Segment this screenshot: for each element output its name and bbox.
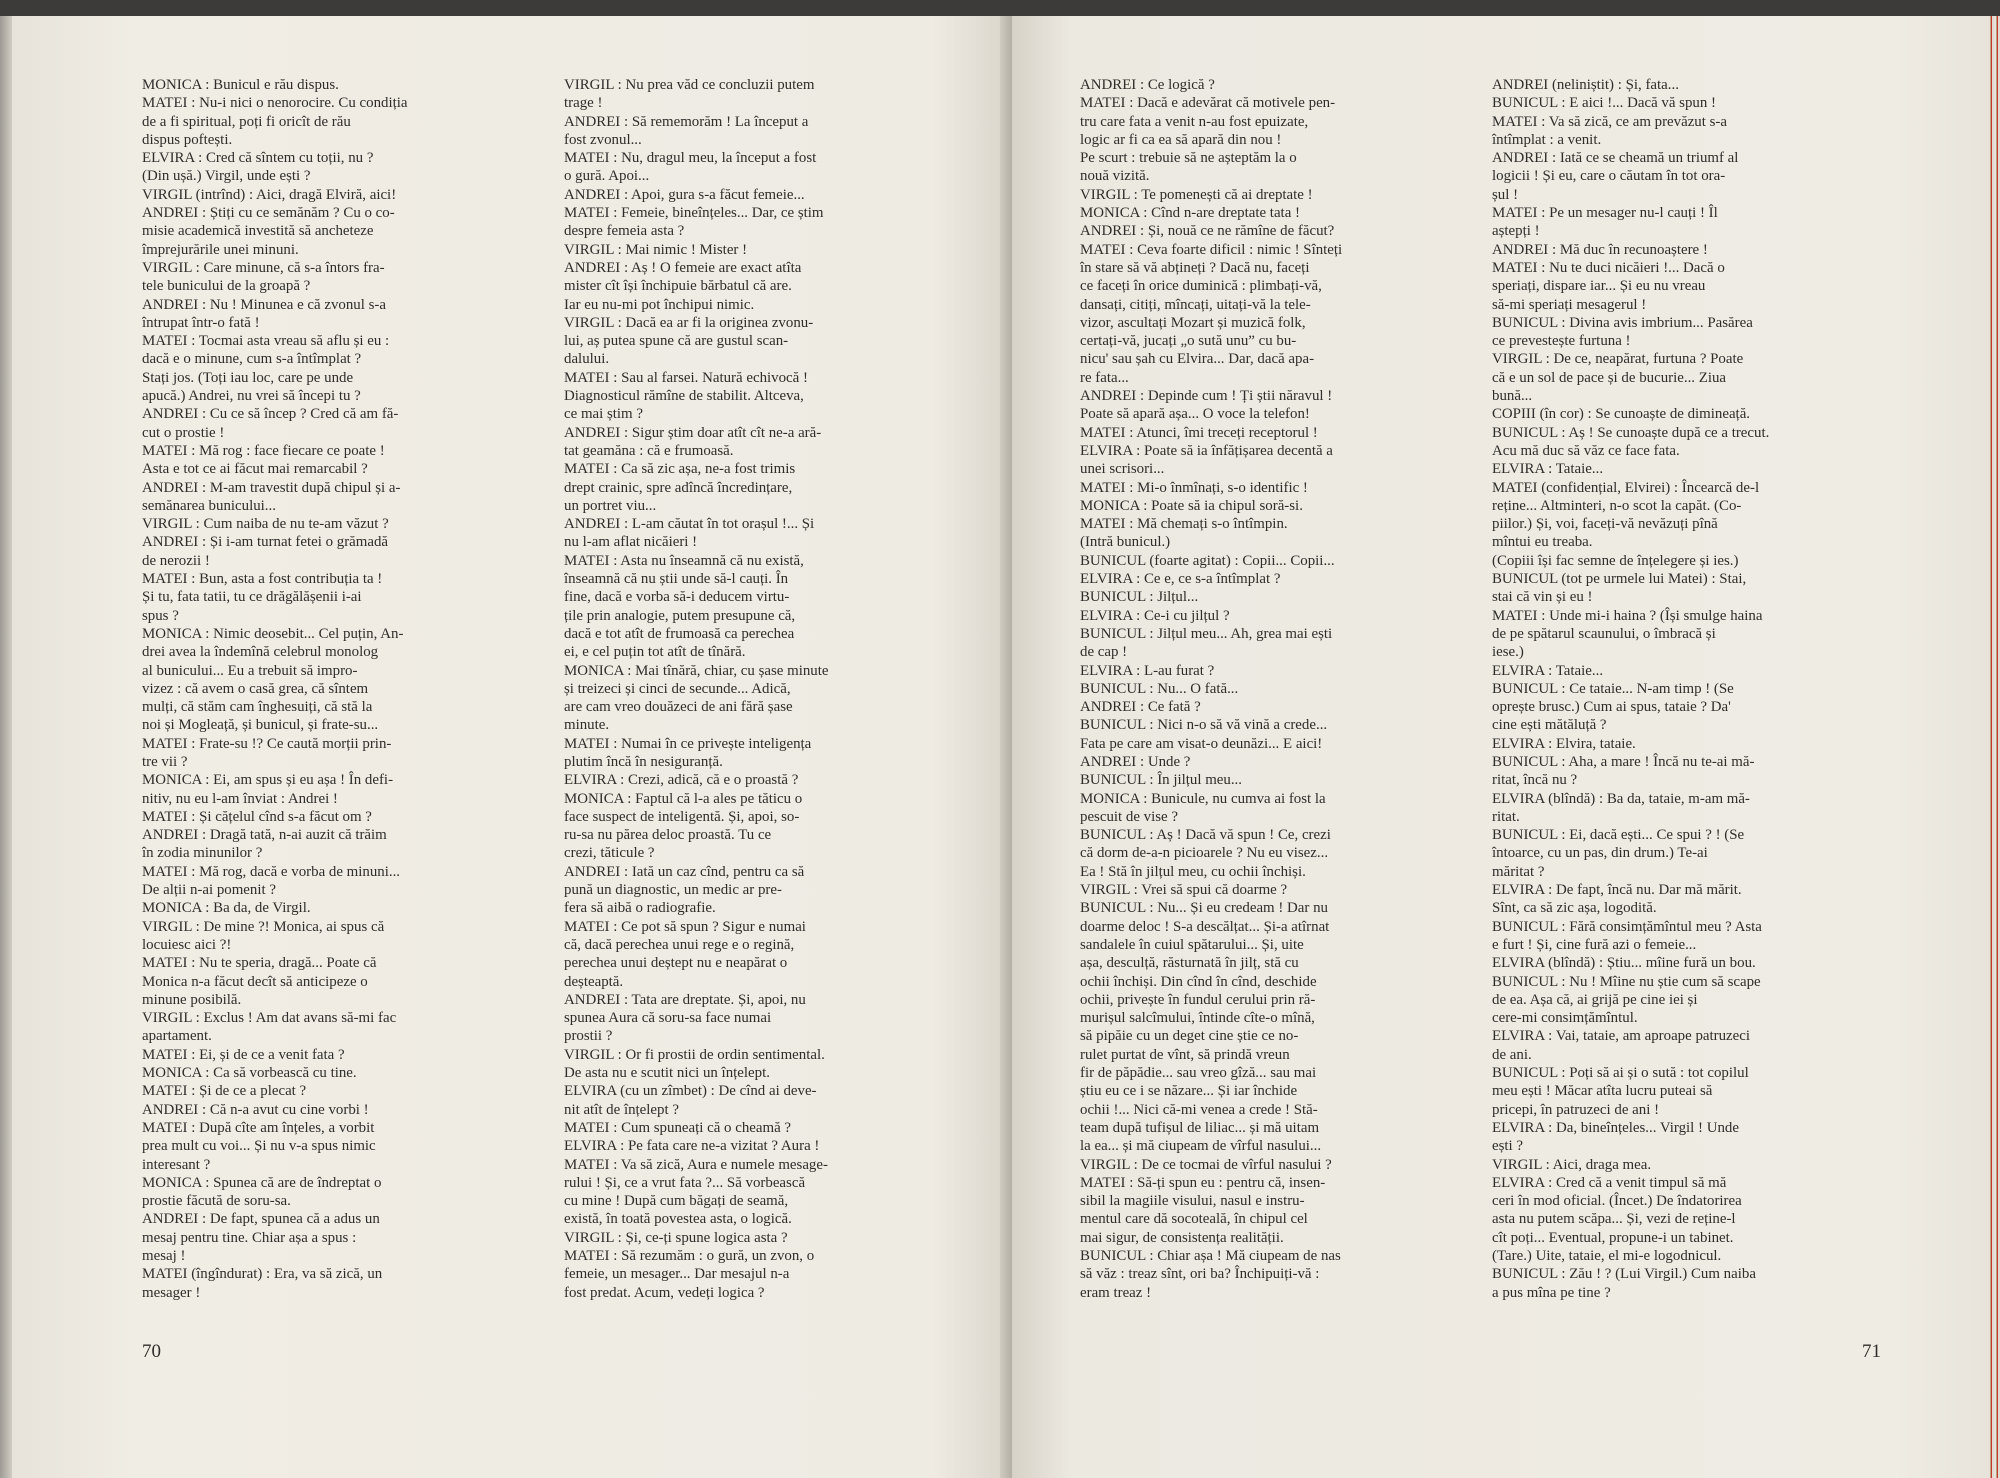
left-page: [12, 16, 1012, 1478]
text-line: ANDREI : Știți cu ce semănăm ? Cu o co-: [142, 205, 395, 222]
text-line: un portret viu...: [564, 497, 657, 514]
text-line: BUNICUL : Nu... O fată...: [1080, 680, 1239, 697]
text-line: ANDREI : Iată ce se cheamă un triumf al: [1492, 150, 1739, 167]
text-line: mai sigur, de consistența realității.: [1080, 1229, 1284, 1246]
text-line: VIRGIL : De ce tocmai de vîrful nasului ?: [1080, 1156, 1332, 1173]
text-line: că e un sol de pace și de bucurie... Ziua: [1492, 369, 1727, 386]
text-line: MONICA : Nimic deosebit... Cel puțin, An-: [142, 625, 404, 642]
text-line: ANDREI : Aș ! O femeie are exact atîta: [564, 259, 802, 276]
text-line: MATEI : Pe un mesager nu-l cauți ! Îl: [1492, 205, 1718, 222]
text-line: BUNICUL : Nu... Și eu credeam ! Dar nu: [1080, 900, 1328, 917]
text-line: MONICA : Faptul că l-a ales pe tăticu o: [564, 790, 803, 807]
text-line: înseamnă că nu știi unde să-l cauți. În: [564, 571, 789, 588]
text-line: dacă e tot atît de frumoasă ca perechea: [564, 625, 795, 642]
text-line: MATEI : Va să zică, Aura e numele mesage-: [564, 1156, 828, 1173]
text-line: MATEI : Bun, asta a fost contribuția ta !: [142, 571, 383, 588]
text-line: ochii, privește în fundul cerului prin ră-: [1080, 991, 1316, 1008]
text-line: noi și Mogleață, și bunicul, și frate-su...: [142, 717, 379, 734]
text-line: iese.): [1492, 644, 1524, 661]
text-line: VIRGIL : Mai nimic ! Mister !: [564, 241, 748, 258]
text-line: ELVIRA : Tataie...: [1492, 461, 1604, 478]
text-line: misie academică investită să ancheteze: [142, 223, 374, 240]
text-line: nouă vizită.: [1080, 168, 1150, 185]
text-line: VIRGIL : Care minune, că s-a întors fra-: [142, 259, 385, 276]
text-line: aștepți !: [1492, 223, 1540, 240]
text-line: ru-sa nu părea deloc proastă. Tu ce: [564, 827, 772, 844]
text-line: există, în toată povestea asta, o logică.: [564, 1211, 792, 1228]
text-line: MATEI : Să-ți spun eu : pentru că, insen-: [1080, 1174, 1326, 1191]
text-line: mîntui eu treaba.: [1492, 534, 1593, 551]
text-line: plutim încă în nesiguranță.: [564, 753, 723, 770]
text-line: MONICA : Poate să ia chipul soră-si.: [1080, 497, 1303, 514]
text-line: interesant ?: [142, 1156, 211, 1173]
text-line: ANDREI : Nu ! Minunea e că zvonul s-a: [142, 296, 386, 313]
text-line: Pe scurt : trebuie să ne așteptăm la o: [1080, 150, 1297, 167]
text-line: BUNICUL : Chiar așa ! Mă ciupeam de nas: [1080, 1248, 1341, 1264]
text-line: certați-vă, jucați „o sută unu” cu bu-: [1080, 333, 1297, 350]
text-line: VIRGIL : Exclus ! Am dat avans să-mi fac: [142, 1010, 397, 1027]
text-line: de ea. Așa că, ai grijă pe cine iei și: [1492, 991, 1698, 1008]
text-line: tat geamăna : că e frumoasă.: [564, 442, 734, 459]
text-line: ANDREI : Să rememorăm ! La început a: [564, 113, 809, 130]
text-line: MONICA : Ei, am spus și eu așa ! În defi-: [142, 772, 394, 789]
text-line: dispus poftești.: [142, 131, 233, 148]
left-page-column-2: [564, 76, 956, 1302]
text-line: ELVIRA : Pe fata care ne-a vizitat ? Aura !: [564, 1138, 820, 1155]
text-line: bună...: [1492, 388, 1533, 405]
text-line: ANDREI : Iată un caz cînd, pentru ca să: [564, 863, 805, 880]
text-line: pricepi, în patruzeci de ani !: [1492, 1101, 1660, 1118]
page-block-edge: [1988, 16, 2000, 1478]
text-line: VIRGIL : Cum naiba de nu te-am văzut ?: [142, 516, 389, 533]
text-line: ANDREI : De fapt, spunea că a adus un: [142, 1211, 380, 1228]
text-line: în zodia minunilor ?: [142, 845, 263, 862]
text-line: MATEI : Tocmai asta vreau să aflu și eu :: [142, 333, 390, 350]
text-line: de a fi spiritual, poți fi oricît de rău: [142, 113, 351, 130]
text-line: măritat ?: [1492, 863, 1545, 880]
text-line: ANDREI : L-am căutat în tot orașul !... Și: [564, 516, 815, 533]
text-line: BUNICUL (foarte agitat) : Copii... Copii...: [1080, 552, 1335, 569]
text-line: BUNICUL : Ce tataie... N-am timp ! (Se: [1492, 680, 1734, 697]
text-line: locuiesc aici ?!: [142, 936, 232, 953]
text-line: VIRGIL : Aici, draga mea.: [1492, 1156, 1652, 1173]
text-line: MONICA : Mai tînără, chiar, cu șase minute: [564, 662, 829, 679]
text-line: ELVIRA : Da, bineînțeles... Virgil ! Unde: [1492, 1119, 1739, 1136]
text-line: MONICA : Ca să vorbească cu tine.: [142, 1065, 357, 1082]
text-line: fera să aibă o radiografie.: [564, 900, 716, 917]
text-line: ANDREI : Tata are dreptate. Și, apoi, nu: [564, 991, 806, 1008]
text-line: ritat.: [1492, 808, 1520, 825]
text-line: Poate să apară așa... O voce la telefon!: [1080, 406, 1310, 423]
text-line: ANDREI : Și, nouă ce ne rămîne de făcut?: [1080, 223, 1335, 240]
text-line: ce mai știm ?: [564, 406, 643, 423]
text-line: spus ?: [142, 607, 179, 624]
text-line: lui, aș putea spune că are gustul scan-: [564, 333, 789, 350]
text-line: femeie, un mesager... Dar mesajul n-a: [564, 1266, 790, 1283]
text-line: De asta nu e scutit nici un înțelept.: [564, 1065, 770, 1082]
text-line: MATEI : Unde mi-i haina ? (Își smulge haina: [1492, 607, 1763, 624]
text-line: VIRGIL (intrînd) : Aici, dragă Elviră, aici!: [142, 186, 397, 203]
text-line: de nerozii !: [142, 552, 210, 569]
text-line: VIRGIL : Te pomenești că ai dreptate !: [1080, 186, 1313, 203]
text-line: BUNICUL : Ei, dacă ești... Ce spui ? ! (Se: [1492, 827, 1745, 844]
text-line: BUNICUL : Jilțul...: [1080, 589, 1199, 606]
text-line: ELVIRA (cu un zîmbet) : De cînd ai deve-: [564, 1083, 817, 1100]
text-line: vizor, ascultați Mozart și muzică folk,: [1080, 314, 1306, 331]
text-line: (Intră bunicul.): [1080, 534, 1171, 551]
text-line: e furt ! Și, cine fură azi o femeie...: [1492, 936, 1697, 953]
text-line: VIRGIL : De mine ?! Monica, ai spus că: [142, 918, 385, 935]
text-line: ELVIRA : Cred că a venit timpul să mă: [1492, 1174, 1727, 1191]
text-line: ceri în mod oficial. (Încet.) De îndatorirea: [1492, 1193, 1742, 1210]
text-line: ELVIRA : Tataie...: [1492, 662, 1604, 679]
text-line: VIRGIL : Or fi prostii de ordin sentimental.: [564, 1046, 825, 1063]
text-line: MATEI : Și cățelul cînd s-a făcut om ?: [142, 808, 372, 825]
text-line: MONICA : Spunea că are de îndreptat o: [142, 1174, 382, 1191]
text-line: doarme deloc ! S-a descălțat... Și-a atîrnat: [1080, 918, 1330, 935]
text-line: MATEI : Frate-su !? Ce caută morții prin-: [142, 735, 392, 752]
text-line: Stați jos. (Toți iau loc, care pe unde: [142, 369, 354, 386]
text-line: ANDREI : Ce logică ?: [1080, 77, 1215, 93]
text-line: tele bunicului de la groapă ?: [142, 278, 311, 295]
text-line: pescuit de vise ?: [1080, 808, 1178, 825]
text-line: MATEI : Femeie, bineînțeles... Dar, ce știm: [564, 205, 824, 222]
text-line: întrupat într-o fată !: [142, 314, 260, 331]
text-line: (Tare.) Uite, tataie, el mi-e logodnicul.: [1492, 1248, 1722, 1264]
text-line: murișul salcîmului, întinde cîte-o mînă,: [1080, 1010, 1315, 1027]
text-line: Acu mă duc să văz ce face fata.: [1492, 442, 1680, 459]
text-line: MATEI : Ce pot să spun ? Sigur e numai: [564, 918, 806, 935]
text-line: dalului.: [564, 351, 610, 368]
text-line: logic ar fi ca ea să apară din nou !: [1080, 131, 1282, 148]
text-line: prostii ?: [564, 1028, 613, 1045]
text-line: BUNICUL : Fără consimțămîntul meu ? Asta: [1492, 918, 1762, 935]
text-line: ochii închiși. Din cînd în cînd, deschide: [1080, 973, 1317, 990]
text-line: cut o prostie !: [142, 424, 225, 441]
text-line: logicii ! Și eu, care o căutam în tot ora-: [1492, 168, 1726, 185]
text-line: dacă e o minune, cum s-a întîmplat ?: [142, 351, 362, 368]
text-line: ANDREI : Cu ce să încep ? Cred că am fă-: [142, 406, 399, 423]
text-line: nit atît de înțelept ?: [564, 1101, 679, 1118]
text-line: Iar eu nu-mi pot închipui nimic.: [564, 296, 755, 313]
text-line: nu l-am aflat nicăieri !: [564, 534, 698, 551]
text-line: să pipăie cu un deget cine știe ce no-: [1080, 1028, 1299, 1045]
text-line: MATEI : Atunci, îmi treceți receptorul !: [1080, 424, 1318, 441]
text-line: al bunicului... Eu a trebuit să impro-: [142, 662, 358, 679]
text-line: prostie făcută de soru-sa.: [142, 1193, 291, 1210]
text-line: împrejurările unei minuni.: [142, 241, 299, 258]
text-line: și treizeci și cinci de secunde... Adică,: [564, 680, 791, 697]
text-line: drei avea la îndemînă celebrul monolog: [142, 644, 379, 661]
text-line: fost predat. Acum, vedeți logica ?: [564, 1284, 765, 1301]
text-line: întoarce, cu un pas, din drum.) Te-ai: [1492, 845, 1708, 862]
text-line: ei, e cel puțin tot atît de tînără.: [564, 644, 746, 661]
text-line: Și tu, fata tatii, tu ce drăgălășenii i-ai: [142, 589, 362, 606]
text-line: prea mult cu voi... Și nu v-a spus nimic: [142, 1138, 376, 1155]
text-line: MATEI : Mă chemați s-o întîmpin.: [1080, 516, 1288, 533]
text-line: cu mine ! După cum băgați de seamă,: [564, 1193, 789, 1210]
text-line: ELVIRA : Crezi, adică, că e o proastă ?: [564, 772, 799, 789]
text-line: stai că vin și eu !: [1492, 589, 1593, 606]
text-line: BUNICUL : Nici n-o să vă vină a crede...: [1080, 717, 1328, 734]
text-line: MATEI : Nu te duci nicăieri !... Dacă o: [1492, 259, 1725, 276]
text-line: sandalele în cuiul spătarului... Și, uite: [1080, 936, 1304, 953]
text-line: VIRGIL : Vrei să spui că doarme ?: [1080, 882, 1288, 899]
text-line: BUNICUL : Aha, a mare ! Încă nu te-ai mă-: [1492, 753, 1755, 770]
text-line: crezi, tăticule ?: [564, 845, 655, 862]
text-line: BUNICUL : Divina avis imbrium... Pasărea: [1492, 314, 1753, 331]
text-line: ANDREI : Sigur știm doar atît cît ne-a ară-: [564, 424, 822, 441]
text-line: ELVIRA : Elvira, tataie.: [1492, 735, 1636, 752]
text-line: VIRGIL : Și, ce-ți spune logica asta ?: [564, 1229, 788, 1246]
text-line: ANDREI : Că n-a avut cu cine vorbi !: [142, 1101, 369, 1118]
left-page-column-1: [142, 76, 534, 1302]
text-line: MATEI : Ei, și de ce a venit fata ?: [142, 1046, 345, 1063]
text-line: ce faceți în orice duminică : plimbați-vă,: [1080, 278, 1322, 295]
text-line: țile prin analogie, putem presupune că,: [564, 607, 796, 624]
text-line: apucă.) Andrei, nu vrei să începi tu ?: [142, 388, 361, 405]
text-line: spunea Aura că soru-sa face numai: [564, 1010, 772, 1027]
text-line: o gură. Apoi...: [564, 168, 650, 185]
text-line: ELVIRA : L-au furat ?: [1080, 662, 1215, 679]
text-line: Fata pe care am visat-o deunăzi... E aici!: [1080, 735, 1323, 752]
text-line: reține... Altminteri, n-o scot la capăt. (Co-: [1492, 497, 1742, 514]
text-line: drept crainic, spre adîncă încredințare,: [564, 479, 793, 496]
text-line: MONICA : Bunicul e rău dispus.: [142, 77, 339, 93]
text-line: semănarea bunicului...: [142, 497, 276, 514]
text-line: MATEI : Asta nu înseamnă că nu există,: [564, 552, 804, 569]
text-line: BUNICUL : Aș ! Se cunoaște după ce a trecut.: [1492, 424, 1770, 441]
text-line: BUNICUL : În jilțul meu...: [1080, 772, 1242, 789]
text-line: ANDREI (neliniștit) : Și, fata...: [1492, 77, 1679, 93]
text-line: team după tufișul de liliac... și mă uitam: [1080, 1119, 1320, 1136]
text-line: (Din ușă.) Virgil, unde ești ?: [142, 168, 311, 185]
text-line: MONICA : Ba da, de Virgil.: [142, 900, 311, 917]
text-line: MATEI : Ca să zic așa, ne-a fost trimis: [564, 461, 796, 478]
text-line: MATEI : Nu, dragul meu, la început a fost: [564, 150, 817, 167]
text-line: (Copiii își fac semne de înțelegere și ies.): [1492, 552, 1739, 569]
text-line: mesaj !: [142, 1248, 186, 1264]
text-line: deșteaptă.: [564, 973, 624, 990]
text-line: fir de păpădie... sau vreo gîză... sau mai: [1080, 1065, 1317, 1082]
text-line: VIRGIL : De ce, neapărat, furtuna ? Poate: [1492, 351, 1744, 368]
text-line: Diagnosticul rămîne de stabilit. Altceva,: [564, 388, 804, 405]
text-line: MONICA : Cînd n-are dreptate tata !: [1080, 205, 1300, 222]
text-line: apartament.: [142, 1028, 212, 1045]
text-line: MATEI : Va să zică, ce am prevăzut s-a: [1492, 113, 1727, 130]
text-line: ELVIRA : Cred că sîntem cu toții, nu ?: [142, 150, 374, 167]
text-line: oprește brusc.) Cum ai spus, tataie ? Da': [1492, 699, 1731, 716]
right-page-column-2: [1492, 76, 1884, 1302]
text-line: mister cît își închipuie bărbatul că are.: [564, 278, 792, 295]
text-line: ANDREI : Unde ?: [1080, 753, 1191, 770]
text-line: cît poți... Eventual, propune-i un tabinet.: [1492, 1229, 1734, 1246]
text-line: de cap !: [1080, 644, 1128, 661]
text-line: trage !: [564, 95, 603, 112]
text-line: ELVIRA : Ce e, ce s-a întîmplat ?: [1080, 571, 1281, 588]
text-line: ANDREI : Ce fată ?: [1080, 699, 1201, 716]
text-line: Monica n-a făcut decît să anticipeze o: [142, 973, 368, 990]
text-line: nicu' sau șah cu Elvira... Dar, dacă apa-: [1080, 351, 1315, 368]
text-line: de ani.: [1492, 1046, 1532, 1063]
text-line: să-mi speriați mesagerul !: [1492, 296, 1647, 313]
text-line: re fata...: [1080, 369, 1129, 386]
text-line: minute.: [564, 717, 610, 734]
text-line: cine ești mătăluță ?: [1492, 717, 1607, 734]
text-line: ANDREI : Dragă tată, n-ai auzit că trăim: [142, 827, 387, 844]
text-line: ANDREI : Și i-am turnat fetei o grămadă: [142, 534, 389, 551]
text-line: fine, dacă e vorba să-i deducem virtu-: [564, 589, 790, 606]
text-line: tru care fata a venit n-au fost epuizate,: [1080, 113, 1309, 130]
text-line: MATEI : După cîte am înțeles, a vorbit: [142, 1119, 375, 1136]
text-line: de pe spătarul scaunului, o îmbracă și: [1492, 625, 1716, 642]
scan-top-edge: [0, 0, 2000, 16]
text-line: a pus mîna pe tine ?: [1492, 1284, 1611, 1301]
text-line: MATEI : Și de ce a plecat ?: [142, 1083, 307, 1100]
text-line: ELVIRA : De fapt, încă nu. Dar mă mărit.: [1492, 882, 1742, 899]
text-line: BUNICUL : Zău ! ? (Lui Virgil.) Cum naiba: [1492, 1266, 1756, 1283]
text-line: MATEI : Mă rog : face fiecare ce poate !: [142, 442, 385, 459]
text-line: BUNICUL : E aici !... Dacă vă spun !: [1492, 95, 1716, 112]
text-line: De alții n-ai pomenit ?: [142, 882, 276, 899]
text-line: mentul care dă socoteală, în chipul cel: [1080, 1211, 1308, 1228]
text-line: VIRGIL : Dacă ea ar fi la originea zvonu-: [564, 314, 814, 331]
text-line: MATEI : Nu te speria, dragă... Poate că: [142, 955, 377, 972]
text-line: sibil la magiile visului, nasul e instru-: [1080, 1193, 1305, 1210]
text-line: pună un diagnostic, un medic ar pre-: [564, 882, 782, 899]
text-line: perechea unui deștept nu e neapărat o: [564, 955, 788, 972]
text-line: știu eu ce i se năzare... Și iar închide: [1080, 1083, 1298, 1100]
text-line: dansați, citiți, mîncați, uitați-vă la tele-: [1080, 296, 1311, 313]
text-line: rulet purtat de vînt, să prindă vreun: [1080, 1046, 1290, 1063]
text-line: piilor.) Și, voi, faceți-vă nevăzuți pînă: [1492, 516, 1718, 533]
text-line: despre femeia asta ?: [564, 223, 685, 240]
text-line: BUNICUL : Poți să ai și o sută : tot copilul: [1492, 1065, 1749, 1082]
text-line: MATEI : Sau al farsei. Natură echivocă !: [564, 369, 808, 386]
text-line: ochii !... Nici că-mi venea a crede ! Stă-: [1080, 1101, 1318, 1118]
page-number-right: 71: [1862, 1341, 1881, 1362]
text-line: ELVIRA (blîndă) : Ba da, tataie, m-am mă-: [1492, 790, 1750, 807]
text-line: la ea... și mă ciupeam de vîrful nasului...: [1080, 1138, 1322, 1155]
text-line: ANDREI : Depinde cum ! Ți știi năravul !: [1080, 388, 1333, 405]
text-line: ELVIRA (blîndă) : Știu... mîine fură un bou.: [1492, 955, 1756, 972]
text-line: ANDREI : M-am travestit după chipul și a-: [142, 479, 401, 496]
text-line: că, dacă perechea unui rege e o regină,: [564, 936, 795, 953]
page-number-left: 70: [142, 1341, 161, 1362]
text-line: meu ești ! Măcar atîta lucru puteai să: [1492, 1083, 1713, 1100]
text-line: ești ?: [1492, 1138, 1524, 1155]
text-line: în stare să vă abțineți ? Dacă nu, faceți: [1080, 259, 1310, 276]
text-line: ANDREI : Mă duc în recunoaștere !: [1492, 241, 1708, 258]
text-line: mulți, că stăm cam înghesuiți, că stă la: [142, 699, 373, 716]
text-line: mesager !: [142, 1284, 201, 1301]
text-line: MATEI : Nu-i nici o nenorocire. Cu condiția: [142, 95, 408, 112]
text-line: MATEI : Mă rog, dacă e vorba de minuni...: [142, 863, 401, 880]
text-line: asta nu putem scăpa... Și, vezi de reține-l: [1492, 1211, 1736, 1228]
text-line: unei scrisori...: [1080, 461, 1165, 478]
text-line: MATEI : Dacă e adevărat că motivele pen-: [1080, 95, 1336, 112]
text-line: MATEI : Cum spuneați că o cheamă ?: [564, 1119, 792, 1136]
text-line: speriați, dispare iar... Și eu nu vreau: [1492, 278, 1706, 295]
text-line: fost zvonul...: [564, 131, 642, 148]
text-line: COPIII (în cor) : Se cunoaște de dimineață.: [1492, 406, 1751, 423]
text-line: MATEI (îngîndurat) : Era, va să zică, un: [142, 1266, 383, 1283]
text-line: să văz : treaz sînt, ori ba? Închipuiți-vă :: [1080, 1266, 1320, 1283]
text-line: ANDREI : Apoi, gura s-a făcut femeie...: [564, 186, 805, 203]
text-line: așa, desculță, răsturnată în jilț, stă cu: [1080, 955, 1299, 972]
text-line: BUNICUL : Aș ! Dacă vă spun ! Ce, crezi: [1080, 827, 1331, 844]
text-line: face suspect de inteligentă. Și, apoi, so-: [564, 808, 800, 825]
text-line: MATEI : Numai în ce privește inteligența: [564, 735, 812, 752]
text-line: Sînt, ca să zic așa, logodită.: [1492, 900, 1657, 917]
text-line: ELVIRA : Ce-i cu jilțul ?: [1080, 607, 1230, 624]
text-line: întîmplat : a venit.: [1492, 131, 1602, 148]
text-line: tre vii ?: [142, 753, 188, 770]
text-line: Ea ! Stă în jilțul meu, cu ochii închiși.: [1080, 863, 1306, 880]
text-line: MATEI : Mi-o înmînați, s-o identific !: [1080, 479, 1308, 496]
text-line: că dorm de-a-n picioarele ? Nu eu visez...: [1080, 845, 1329, 862]
text-line: nitiv, nu eu l-am înviat : Andrei !: [142, 790, 338, 807]
text-line: MONICA : Bunicule, nu cumva ai fost la: [1080, 790, 1326, 807]
text-line: șul !: [1492, 186, 1519, 203]
right-page: [1012, 16, 1988, 1478]
text-line: mesaj pentru tine. Chiar așa a spus :: [142, 1229, 357, 1246]
text-line: rului ! Și, ce a vrut fata ?... Să vorbească: [564, 1174, 806, 1191]
text-line: MATEI : Ceva foarte dificil : nimic ! Sînteți: [1080, 241, 1343, 258]
text-line: are cam vreo douăzeci de ani fără șase: [564, 699, 793, 716]
text-line: vizez : că avem o casă grea, că sîntem: [142, 680, 369, 697]
text-line: MATEI : Să rezumăm : o gură, un zvon, o: [564, 1248, 815, 1264]
right-page-column-1: [1080, 76, 1472, 1302]
text-line: ELVIRA : Vai, tataie, am aproape patruzeci: [1492, 1028, 1751, 1045]
text-line: BUNICUL (tot pe urmele lui Matei) : Stai,: [1492, 571, 1747, 588]
text-line: BUNICUL : Jilțul meu... Ah, grea mai ești: [1080, 625, 1333, 642]
text-line: cere-mi consimțămîntul.: [1492, 1010, 1638, 1027]
text-line: VIRGIL : Nu prea văd ce concluzii putem: [564, 77, 815, 93]
text-line: ce prevestește furtuna !: [1492, 333, 1631, 350]
text-line: eram treaz !: [1080, 1284, 1152, 1301]
text-line: BUNICUL : Nu ! Mîine nu știe cum să scape: [1492, 973, 1761, 990]
text-line: MATEI (confidențial, Elvirei) : Încearcă de-l: [1492, 479, 1760, 496]
text-line: Asta e tot ce ai făcut mai remarcabil ?: [142, 461, 368, 478]
text-line: minune posibilă.: [142, 991, 242, 1008]
text-line: ELVIRA : Poate să ia înfățișarea decentă a: [1080, 442, 1333, 459]
text-line: ritat, încă nu ?: [1492, 772, 1578, 789]
